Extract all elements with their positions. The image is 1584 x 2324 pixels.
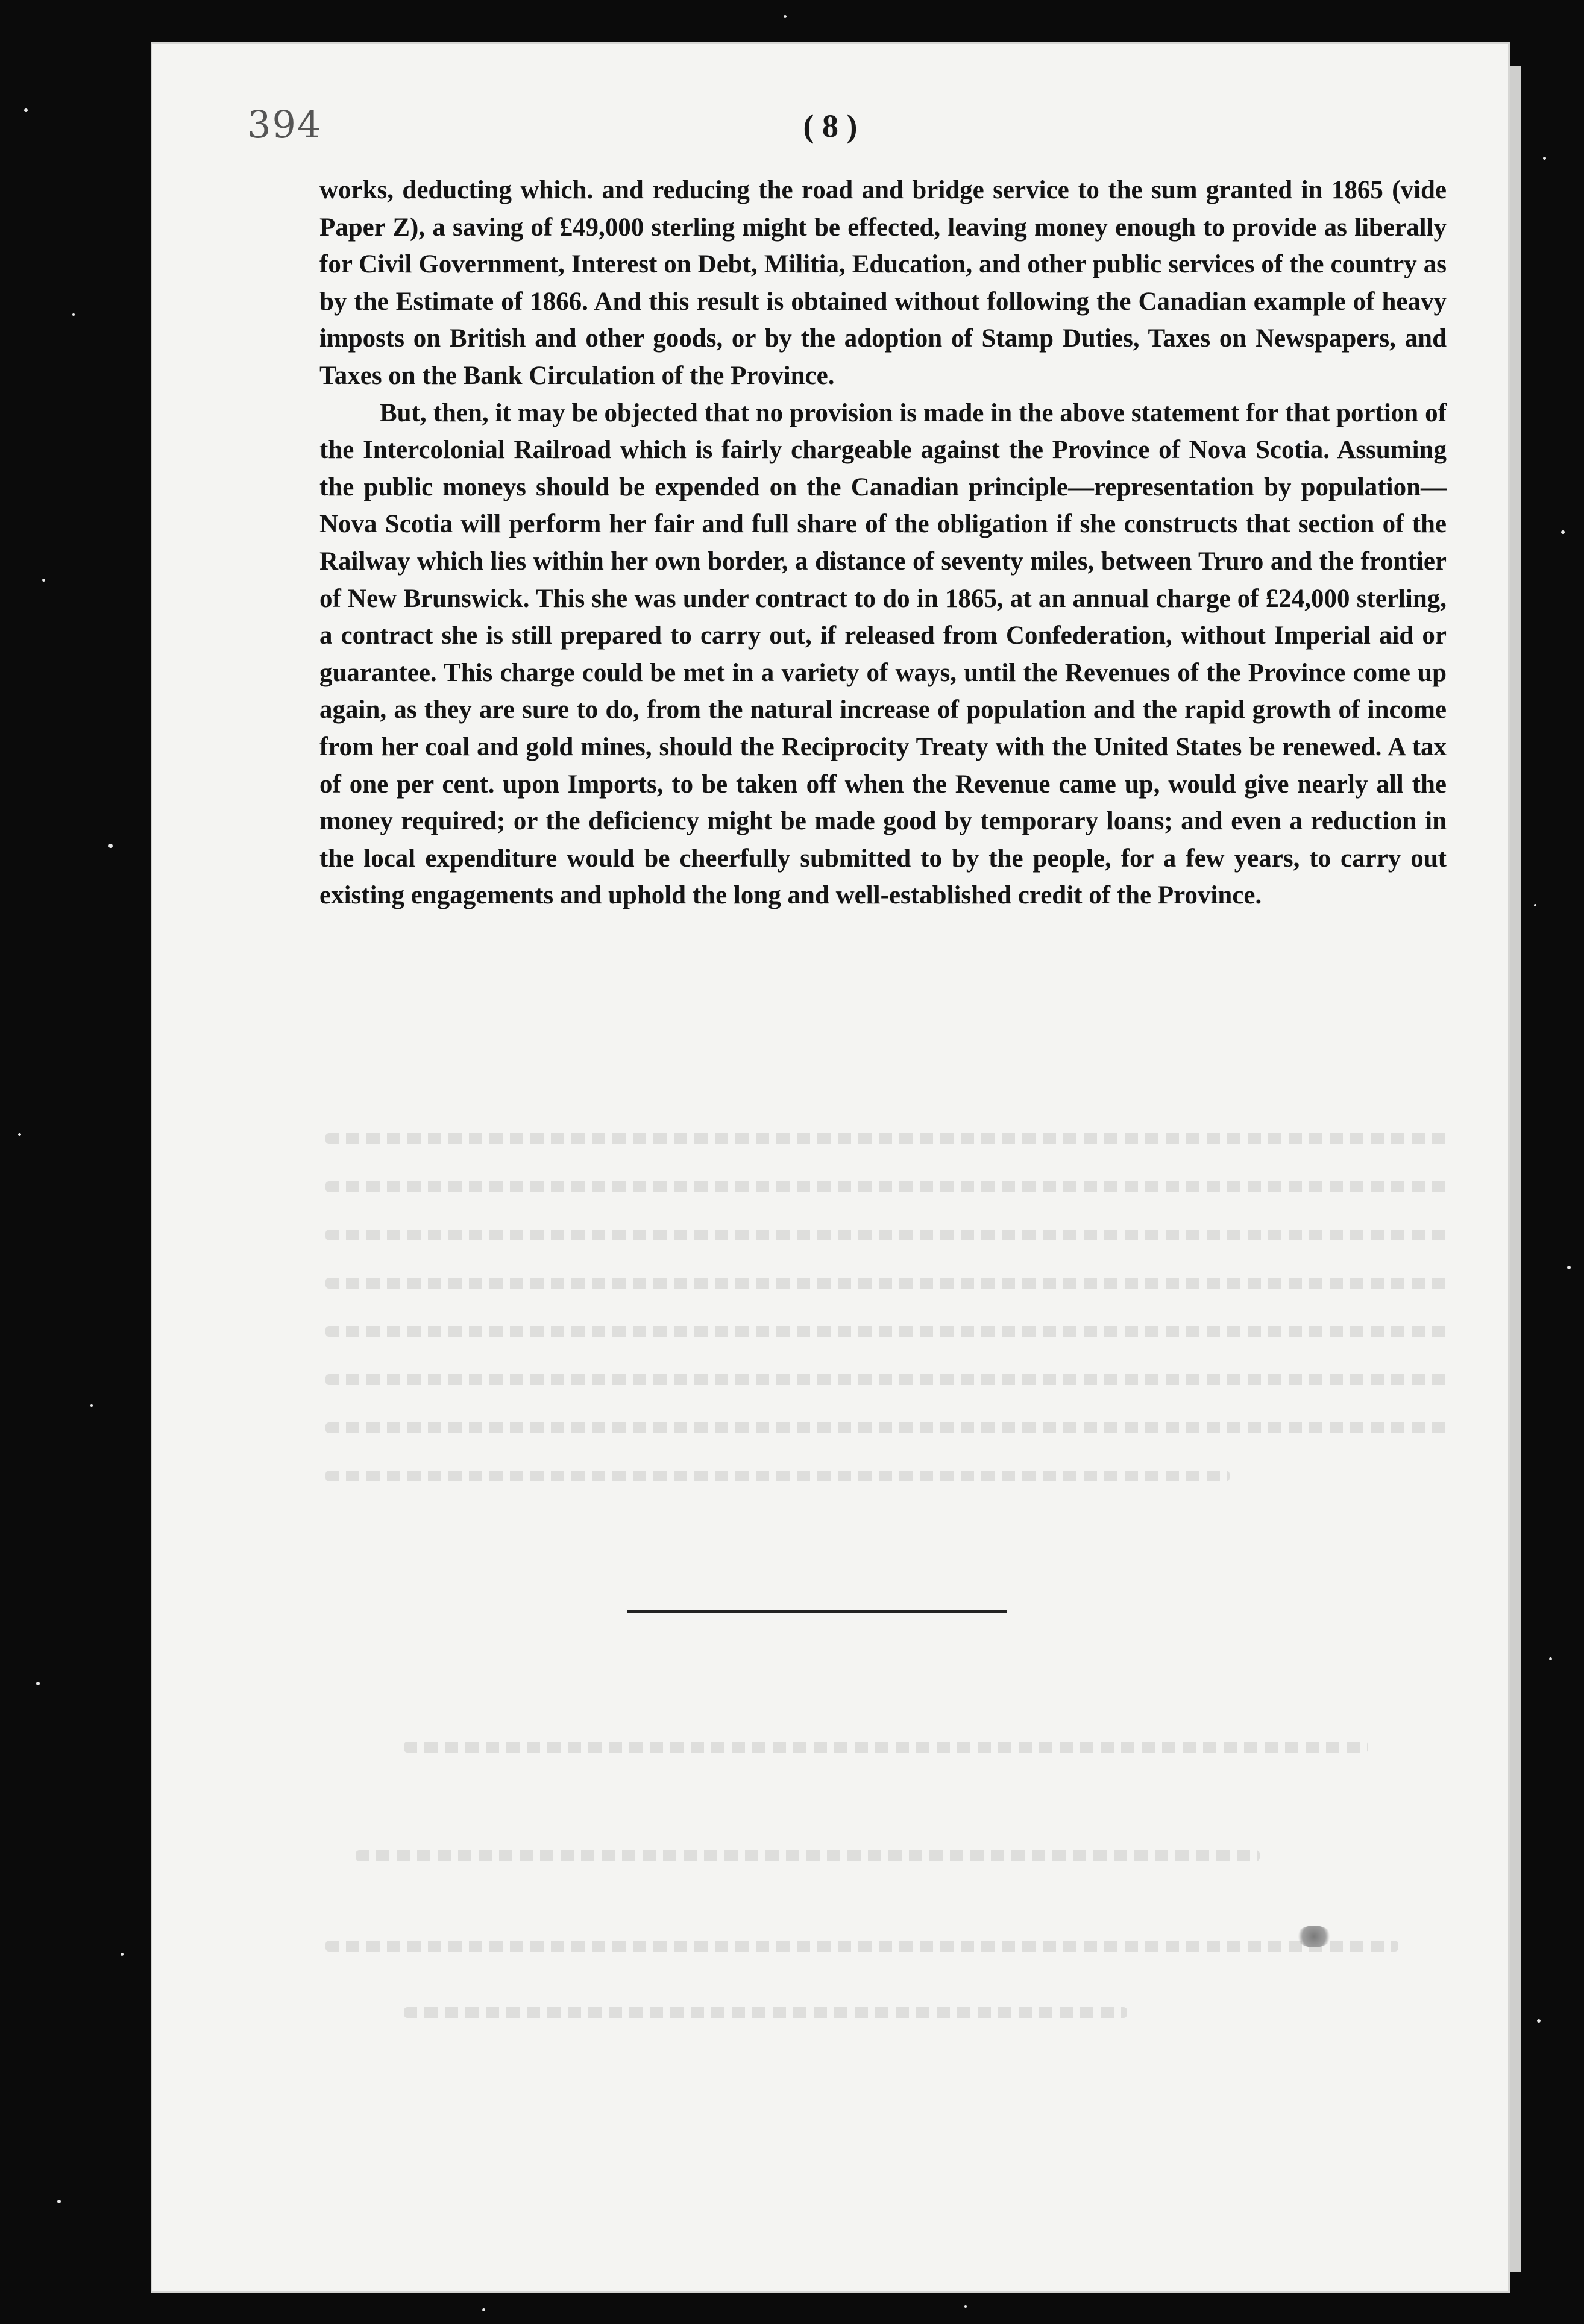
dust-speck bbox=[1567, 1266, 1571, 1269]
folio-heading: ( 8 ) bbox=[803, 108, 858, 144]
paragraph-1: works, deducting which. and reducing the road and bridge service to the sum granted in 1865 (vide Paper Z), a saving of £49,000 sterling might be effected, leaving money enough to provide as liberally for Civil Government, Interest on Debt, Militia, Education, and other public services of the country as by the Estimate of 1866. And this result is obtained without following the Canadian example of heavy imposts on British and other goods, or by the adoption of Stamp Duties, Taxes on Newspapers, and Taxes on the Bank Circulation of the Province. bbox=[319, 176, 1447, 390]
dust-speck bbox=[121, 1953, 124, 1956]
dust-speck bbox=[18, 1133, 21, 1136]
show-through-text bbox=[356, 1850, 1260, 1861]
dust-speck bbox=[108, 844, 113, 848]
dust-speck bbox=[72, 313, 75, 316]
document-page bbox=[151, 42, 1510, 2293]
dust-speck bbox=[24, 108, 28, 112]
show-through-text bbox=[325, 1471, 1230, 1481]
paragraph-2: But, then, it may be objected that no provision is made in the above statement for that portion of the Intercolonial Railroad which is fairly chargeable against the Province of Nova Scotia. Assuming the public moneys should be expended on the Canadian principle—representation by population—Nova Scotia will perform her fair and full share of the obligation if she constructs that section of the Railway which lies within her own border, a distance of seventy miles, between Truro and the frontier of New Brunswick. This she was under contract to do in 1865, at an annual charge of £24,000 sterling, a contract she is still prepared to carry out, if released from Confederation, without Imperial aid or guarantee. This charge could be met in a variety of ways, until the Revenues of the Province come up again, as they are sure to do, from the natural increase of population and the rapid growth of income from her coal and gold mines, should the Reciprocity Treaty with the United States be renewed. A tax of one per cent. upon Imports, to be taken off when the Revenue came up, would give nearly all the money required; or the deficiency might be made good by temporary loans; and even a reduction in the local expenditure would be cheerfully submitted to by the people, for a few years, to carry out existing engagements and uphold the long and well-established credit of the Province. bbox=[319, 398, 1447, 910]
dust-speck bbox=[1561, 530, 1565, 534]
page-number: 394 bbox=[247, 102, 322, 146]
dust-speck bbox=[90, 1404, 93, 1407]
dust-speck bbox=[784, 15, 787, 18]
show-through-text bbox=[325, 1374, 1453, 1385]
show-through-text bbox=[325, 1133, 1453, 1144]
dust-speck bbox=[482, 2308, 485, 2311]
show-through-text bbox=[325, 1278, 1453, 1289]
dust-speck bbox=[36, 1682, 40, 1685]
dust-speck bbox=[1549, 1657, 1552, 1660]
show-through-text bbox=[404, 2007, 1127, 2018]
dust-speck bbox=[964, 2305, 967, 2308]
body-text bbox=[319, 172, 1447, 914]
show-through-text bbox=[325, 1941, 1398, 1952]
dust-speck bbox=[1543, 157, 1546, 160]
dust-speck bbox=[57, 2200, 61, 2203]
page-edge bbox=[1510, 66, 1521, 2272]
show-through-text bbox=[325, 1422, 1453, 1433]
dust-speck bbox=[42, 579, 45, 582]
show-through-text bbox=[404, 1742, 1368, 1753]
dust-speck bbox=[1537, 2019, 1541, 2023]
horizontal-rule bbox=[627, 1610, 1007, 1613]
show-through-text bbox=[325, 1230, 1453, 1240]
ink-smudge bbox=[1296, 1926, 1332, 1947]
show-through-text bbox=[325, 1181, 1453, 1192]
dust-speck bbox=[1534, 904, 1536, 906]
show-through-text bbox=[325, 1326, 1453, 1337]
